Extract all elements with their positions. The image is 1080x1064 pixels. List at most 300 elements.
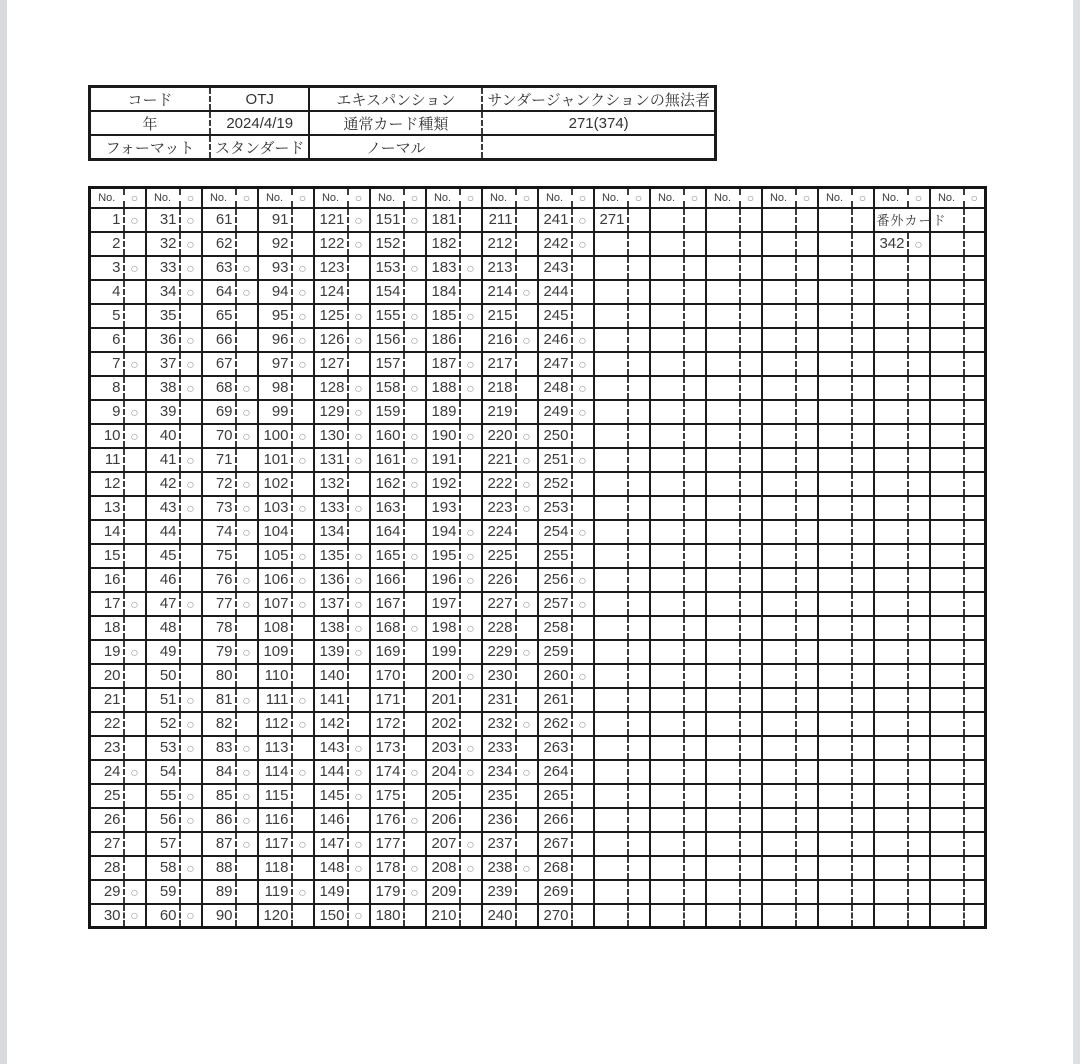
card-number-cell: 143 bbox=[314, 736, 348, 760]
empty-mark-cell bbox=[684, 856, 706, 880]
card-number-cell: 74 bbox=[202, 520, 236, 544]
card-number-cell: 135 bbox=[314, 544, 348, 568]
card-number-cell: 182 bbox=[426, 232, 460, 256]
empty-mark-cell bbox=[740, 736, 762, 760]
empty-number-cell bbox=[594, 544, 628, 568]
empty-mark-cell bbox=[796, 520, 818, 544]
empty-mark-cell bbox=[404, 736, 426, 760]
empty-mark-cell bbox=[236, 232, 258, 256]
owned-mark-cell: ○ bbox=[516, 424, 538, 448]
empty-mark-cell bbox=[516, 520, 538, 544]
info-row-year bbox=[90, 111, 716, 135]
card-number-cell: 203 bbox=[426, 736, 460, 760]
empty-number-cell bbox=[594, 664, 628, 688]
empty-mark-cell bbox=[460, 784, 482, 808]
empty-mark-cell bbox=[348, 880, 370, 904]
owned-mark-cell: ○ bbox=[292, 544, 314, 568]
owned-mark-cell: ○ bbox=[572, 448, 594, 472]
empty-number-cell bbox=[650, 760, 684, 784]
empty-number-cell bbox=[594, 592, 628, 616]
card-number-cell: 124 bbox=[314, 280, 348, 304]
empty-number-cell bbox=[650, 568, 684, 592]
empty-number-cell bbox=[650, 496, 684, 520]
card-number-cell: 185 bbox=[426, 304, 460, 328]
photo-edge-right bbox=[1073, 0, 1080, 1064]
empty-mark-cell bbox=[124, 856, 146, 880]
empty-mark-cell bbox=[740, 544, 762, 568]
empty-number-cell bbox=[930, 592, 964, 616]
card-number-cell: 174 bbox=[370, 760, 404, 784]
card-number-cell: 149 bbox=[314, 880, 348, 904]
empty-number-cell bbox=[594, 904, 628, 928]
owned-mark-cell: ○ bbox=[180, 856, 202, 880]
empty-mark-cell bbox=[628, 640, 650, 664]
empty-number-cell bbox=[762, 496, 796, 520]
empty-number-cell bbox=[930, 808, 964, 832]
empty-number-cell bbox=[762, 736, 796, 760]
empty-number-cell bbox=[706, 760, 740, 784]
card-number-cell: 271 bbox=[594, 208, 628, 232]
empty-mark-cell bbox=[740, 400, 762, 424]
empty-mark-cell bbox=[852, 256, 874, 280]
empty-number-cell bbox=[706, 520, 740, 544]
owned-mark-cell: ○ bbox=[516, 856, 538, 880]
empty-number-cell bbox=[650, 856, 684, 880]
grid-row bbox=[90, 496, 986, 520]
card-number-cell: 162 bbox=[370, 472, 404, 496]
empty-mark-cell bbox=[852, 472, 874, 496]
empty-mark-cell bbox=[628, 808, 650, 832]
empty-number-cell bbox=[650, 520, 684, 544]
empty-number-cell bbox=[762, 592, 796, 616]
col-header-no: No. bbox=[482, 188, 516, 208]
empty-number-cell bbox=[650, 400, 684, 424]
card-number-cell: 237 bbox=[482, 832, 516, 856]
card-number-cell: 138 bbox=[314, 616, 348, 640]
card-number-cell: 32 bbox=[146, 232, 180, 256]
card-number-cell: 106 bbox=[258, 568, 292, 592]
empty-mark-cell bbox=[964, 520, 986, 544]
empty-mark-cell bbox=[684, 232, 706, 256]
empty-number-cell bbox=[594, 736, 628, 760]
empty-mark-cell bbox=[628, 472, 650, 496]
empty-number-cell bbox=[594, 232, 628, 256]
empty-mark-cell bbox=[964, 688, 986, 712]
grid-row bbox=[90, 784, 986, 808]
empty-mark-cell bbox=[292, 904, 314, 928]
empty-mark-cell bbox=[628, 424, 650, 448]
grid-row bbox=[90, 304, 986, 328]
card-number-cell: 134 bbox=[314, 520, 348, 544]
empty-number-cell bbox=[706, 376, 740, 400]
empty-number-cell bbox=[650, 424, 684, 448]
empty-mark-cell bbox=[684, 736, 706, 760]
empty-number-cell bbox=[706, 640, 740, 664]
empty-number-cell bbox=[762, 832, 796, 856]
empty-number-cell bbox=[594, 472, 628, 496]
empty-mark-cell bbox=[572, 904, 594, 928]
card-number-cell: 170 bbox=[370, 664, 404, 688]
empty-number-cell bbox=[706, 880, 740, 904]
empty-mark-cell bbox=[684, 688, 706, 712]
owned-mark-cell: ○ bbox=[404, 328, 426, 352]
empty-mark-cell bbox=[964, 880, 986, 904]
empty-number-cell bbox=[706, 496, 740, 520]
card-number-cell: 146 bbox=[314, 808, 348, 832]
empty-number-cell bbox=[818, 904, 852, 928]
empty-mark-cell bbox=[404, 640, 426, 664]
card-number-cell: 253 bbox=[538, 496, 572, 520]
card-number-cell: 66 bbox=[202, 328, 236, 352]
empty-mark-cell bbox=[572, 832, 594, 856]
empty-mark-cell bbox=[124, 568, 146, 592]
card-number-cell: 112 bbox=[258, 712, 292, 736]
card-number-cell: 69 bbox=[202, 400, 236, 424]
col-header-no: No. bbox=[818, 188, 852, 208]
empty-mark-cell bbox=[628, 832, 650, 856]
empty-mark-cell bbox=[516, 352, 538, 376]
empty-mark-cell bbox=[740, 352, 762, 376]
owned-mark-cell: ○ bbox=[180, 736, 202, 760]
col-header-no: No. bbox=[874, 188, 908, 208]
card-number-cell: 23 bbox=[90, 736, 124, 760]
card-number-cell: 132 bbox=[314, 472, 348, 496]
empty-mark-cell bbox=[908, 736, 930, 760]
empty-mark-cell bbox=[460, 880, 482, 904]
empty-mark-cell bbox=[684, 472, 706, 496]
info-row-code bbox=[90, 87, 716, 112]
empty-mark-cell bbox=[796, 688, 818, 712]
empty-mark-cell bbox=[796, 400, 818, 424]
empty-number-cell bbox=[762, 472, 796, 496]
empty-mark-cell bbox=[292, 856, 314, 880]
empty-mark-cell bbox=[908, 400, 930, 424]
card-number-cell: 219 bbox=[482, 400, 516, 424]
col-header-no: No. bbox=[146, 188, 180, 208]
empty-mark-cell bbox=[964, 616, 986, 640]
card-number-cell: 178 bbox=[370, 856, 404, 880]
info-label-format: フォーマット bbox=[90, 135, 211, 160]
card-number-cell: 30 bbox=[90, 904, 124, 928]
empty-mark-cell bbox=[684, 904, 706, 928]
empty-number-cell bbox=[706, 568, 740, 592]
card-number-cell: 251 bbox=[538, 448, 572, 472]
owned-mark-cell: ○ bbox=[236, 376, 258, 400]
card-number-cell: 186 bbox=[426, 328, 460, 352]
owned-mark-cell: ○ bbox=[180, 496, 202, 520]
empty-mark-cell bbox=[292, 736, 314, 760]
card-number-cell: 75 bbox=[202, 544, 236, 568]
owned-mark-cell: ○ bbox=[180, 904, 202, 928]
empty-mark-cell bbox=[124, 784, 146, 808]
empty-mark-cell bbox=[348, 712, 370, 736]
empty-number-cell bbox=[874, 328, 908, 352]
info-value-expansion: サンダージャンクションの無法者 bbox=[482, 87, 715, 112]
owned-mark-cell: ○ bbox=[180, 280, 202, 304]
empty-number-cell bbox=[762, 520, 796, 544]
empty-number-cell bbox=[706, 688, 740, 712]
empty-number-cell bbox=[706, 208, 740, 232]
checklist-grid bbox=[88, 186, 987, 929]
info-label-year: 年 bbox=[90, 111, 211, 135]
card-number-cell: 198 bbox=[426, 616, 460, 640]
empty-mark-cell bbox=[628, 448, 650, 472]
empty-mark-cell bbox=[404, 496, 426, 520]
card-number-cell: 44 bbox=[146, 520, 180, 544]
card-number-cell: 235 bbox=[482, 784, 516, 808]
owned-mark-cell: ○ bbox=[516, 328, 538, 352]
empty-number-cell bbox=[818, 616, 852, 640]
grid-row bbox=[90, 424, 986, 448]
card-number-cell: 133 bbox=[314, 496, 348, 520]
card-number-cell: 39 bbox=[146, 400, 180, 424]
empty-number-cell bbox=[930, 544, 964, 568]
empty-mark-cell bbox=[292, 784, 314, 808]
card-number-cell: 81 bbox=[202, 688, 236, 712]
owned-mark-cell: ○ bbox=[292, 424, 314, 448]
empty-number-cell bbox=[650, 256, 684, 280]
empty-mark-cell bbox=[964, 640, 986, 664]
card-number-cell: 90 bbox=[202, 904, 236, 928]
empty-mark-cell bbox=[628, 376, 650, 400]
empty-number-cell bbox=[594, 616, 628, 640]
empty-mark-cell bbox=[796, 256, 818, 280]
owned-mark-cell: ○ bbox=[572, 352, 594, 376]
grid-row bbox=[90, 280, 986, 304]
owned-mark-cell: ○ bbox=[292, 328, 314, 352]
card-number-cell: 241 bbox=[538, 208, 572, 232]
empty-number-cell bbox=[818, 736, 852, 760]
owned-mark-cell: ○ bbox=[124, 904, 146, 928]
card-number-cell: 177 bbox=[370, 832, 404, 856]
empty-mark-cell bbox=[404, 904, 426, 928]
empty-mark-cell bbox=[964, 400, 986, 424]
owned-mark-cell: ○ bbox=[348, 544, 370, 568]
card-number-cell: 26 bbox=[90, 808, 124, 832]
empty-number-cell bbox=[706, 256, 740, 280]
empty-mark-cell bbox=[796, 568, 818, 592]
owned-mark-cell: ○ bbox=[236, 808, 258, 832]
empty-mark-cell bbox=[796, 304, 818, 328]
empty-mark-cell bbox=[684, 880, 706, 904]
card-number-cell: 16 bbox=[90, 568, 124, 592]
empty-mark-cell bbox=[516, 304, 538, 328]
empty-mark-cell bbox=[852, 568, 874, 592]
empty-mark-cell bbox=[908, 592, 930, 616]
empty-mark-cell bbox=[236, 208, 258, 232]
empty-mark-cell bbox=[740, 712, 762, 736]
empty-mark-cell bbox=[796, 736, 818, 760]
empty-mark-cell bbox=[460, 208, 482, 232]
empty-number-cell bbox=[874, 736, 908, 760]
empty-number-cell bbox=[594, 832, 628, 856]
card-number-cell: 259 bbox=[538, 640, 572, 664]
empty-mark-cell bbox=[796, 496, 818, 520]
grid-header-row bbox=[90, 188, 986, 208]
empty-number-cell bbox=[706, 400, 740, 424]
owned-mark-cell: ○ bbox=[180, 688, 202, 712]
empty-mark-cell bbox=[908, 760, 930, 784]
empty-mark-cell bbox=[460, 400, 482, 424]
card-number-cell: 261 bbox=[538, 688, 572, 712]
empty-number-cell bbox=[818, 472, 852, 496]
empty-number-cell bbox=[762, 400, 796, 424]
empty-number-cell bbox=[874, 784, 908, 808]
card-number-cell: 228 bbox=[482, 616, 516, 640]
card-number-cell: 176 bbox=[370, 808, 404, 832]
card-number-cell: 83 bbox=[202, 736, 236, 760]
card-number-cell: 208 bbox=[426, 856, 460, 880]
empty-mark-cell bbox=[908, 544, 930, 568]
empty-number-cell bbox=[706, 232, 740, 256]
empty-mark-cell bbox=[404, 520, 426, 544]
empty-mark-cell bbox=[908, 616, 930, 640]
empty-mark-cell bbox=[852, 496, 874, 520]
empty-mark-cell bbox=[516, 616, 538, 640]
empty-mark-cell bbox=[908, 712, 930, 736]
card-number-cell: 266 bbox=[538, 808, 572, 832]
empty-mark-cell bbox=[964, 256, 986, 280]
owned-mark-cell: ○ bbox=[460, 376, 482, 400]
empty-mark-cell bbox=[740, 856, 762, 880]
card-number-cell: 247 bbox=[538, 352, 572, 376]
col-header-mark-icon: ○ bbox=[796, 188, 818, 208]
empty-mark-cell bbox=[516, 568, 538, 592]
empty-number-cell bbox=[930, 856, 964, 880]
card-number-cell: 9 bbox=[90, 400, 124, 424]
empty-mark-cell bbox=[796, 832, 818, 856]
card-number-cell: 163 bbox=[370, 496, 404, 520]
empty-number-cell bbox=[594, 712, 628, 736]
empty-mark-cell bbox=[740, 664, 762, 688]
card-number-cell: 7 bbox=[90, 352, 124, 376]
grid-row bbox=[90, 352, 986, 376]
empty-mark-cell bbox=[572, 616, 594, 640]
empty-mark-cell bbox=[460, 448, 482, 472]
card-number-cell: 62 bbox=[202, 232, 236, 256]
empty-mark-cell bbox=[684, 568, 706, 592]
owned-mark-cell: ○ bbox=[516, 472, 538, 496]
owned-mark-cell: ○ bbox=[236, 280, 258, 304]
card-number-cell: 18 bbox=[90, 616, 124, 640]
empty-number-cell bbox=[930, 376, 964, 400]
owned-mark-cell: ○ bbox=[348, 448, 370, 472]
empty-number-cell bbox=[818, 544, 852, 568]
card-number-cell: 85 bbox=[202, 784, 236, 808]
owned-mark-cell: ○ bbox=[236, 424, 258, 448]
empty-number-cell bbox=[930, 640, 964, 664]
empty-mark-cell bbox=[852, 856, 874, 880]
empty-number-cell bbox=[762, 664, 796, 688]
empty-number-cell bbox=[874, 448, 908, 472]
card-number-cell: 109 bbox=[258, 640, 292, 664]
card-number-cell: 107 bbox=[258, 592, 292, 616]
empty-number-cell bbox=[930, 520, 964, 544]
col-header-mark-icon: ○ bbox=[852, 188, 874, 208]
empty-mark-cell bbox=[516, 376, 538, 400]
owned-mark-cell: ○ bbox=[572, 664, 594, 688]
empty-mark-cell bbox=[180, 760, 202, 784]
empty-number-cell bbox=[762, 568, 796, 592]
card-number-cell: 201 bbox=[426, 688, 460, 712]
empty-mark-cell bbox=[908, 448, 930, 472]
empty-mark-cell bbox=[852, 616, 874, 640]
card-number-cell: 93 bbox=[258, 256, 292, 280]
info-value-rarity: ノーマル bbox=[309, 135, 482, 160]
empty-mark-cell bbox=[908, 904, 930, 928]
empty-mark-cell bbox=[852, 424, 874, 448]
empty-number-cell bbox=[818, 328, 852, 352]
empty-mark-cell bbox=[236, 904, 258, 928]
empty-mark-cell bbox=[852, 304, 874, 328]
empty-mark-cell bbox=[908, 568, 930, 592]
empty-number-cell bbox=[706, 352, 740, 376]
empty-number-cell bbox=[762, 616, 796, 640]
extra-card-label: 番外カード bbox=[874, 208, 930, 232]
owned-mark-cell: ○ bbox=[292, 760, 314, 784]
empty-mark-cell bbox=[740, 208, 762, 232]
empty-mark-cell bbox=[852, 784, 874, 808]
owned-mark-cell: ○ bbox=[124, 400, 146, 424]
card-number-cell: 108 bbox=[258, 616, 292, 640]
owned-mark-cell: ○ bbox=[124, 880, 146, 904]
owned-mark-cell: ○ bbox=[404, 616, 426, 640]
owned-mark-cell: ○ bbox=[348, 616, 370, 640]
empty-mark-cell bbox=[852, 880, 874, 904]
owned-mark-cell: ○ bbox=[236, 400, 258, 424]
card-number-cell: 152 bbox=[370, 232, 404, 256]
empty-number-cell bbox=[818, 400, 852, 424]
card-number-cell: 87 bbox=[202, 832, 236, 856]
empty-mark-cell bbox=[908, 640, 930, 664]
card-number-cell: 142 bbox=[314, 712, 348, 736]
empty-mark-cell bbox=[180, 520, 202, 544]
empty-mark-cell bbox=[852, 544, 874, 568]
empty-mark-cell bbox=[404, 568, 426, 592]
col-header-mark-icon: ○ bbox=[516, 188, 538, 208]
empty-mark-cell bbox=[628, 736, 650, 760]
empty-mark-cell bbox=[348, 688, 370, 712]
empty-mark-cell bbox=[964, 280, 986, 304]
card-number-cell: 118 bbox=[258, 856, 292, 880]
empty-mark-cell bbox=[684, 664, 706, 688]
card-number-cell: 96 bbox=[258, 328, 292, 352]
grid-row bbox=[90, 736, 986, 760]
empty-mark-cell bbox=[460, 592, 482, 616]
owned-mark-cell: ○ bbox=[236, 832, 258, 856]
empty-number-cell bbox=[762, 640, 796, 664]
empty-mark-cell bbox=[124, 232, 146, 256]
empty-mark-cell bbox=[180, 544, 202, 568]
owned-mark-cell: ○ bbox=[236, 568, 258, 592]
empty-number-cell bbox=[650, 352, 684, 376]
card-number-cell: 256 bbox=[538, 568, 572, 592]
empty-number-cell bbox=[762, 304, 796, 328]
empty-number-cell bbox=[594, 880, 628, 904]
empty-mark-cell bbox=[628, 280, 650, 304]
card-number-cell: 3 bbox=[90, 256, 124, 280]
empty-mark-cell bbox=[740, 592, 762, 616]
owned-mark-cell: ○ bbox=[292, 832, 314, 856]
empty-mark-cell bbox=[852, 808, 874, 832]
info-label-code: コード bbox=[90, 87, 211, 112]
empty-mark-cell bbox=[236, 352, 258, 376]
empty-number-cell bbox=[874, 808, 908, 832]
card-number-cell: 245 bbox=[538, 304, 572, 328]
empty-mark-cell bbox=[740, 280, 762, 304]
owned-mark-cell: ○ bbox=[348, 424, 370, 448]
owned-mark-cell: ○ bbox=[236, 256, 258, 280]
